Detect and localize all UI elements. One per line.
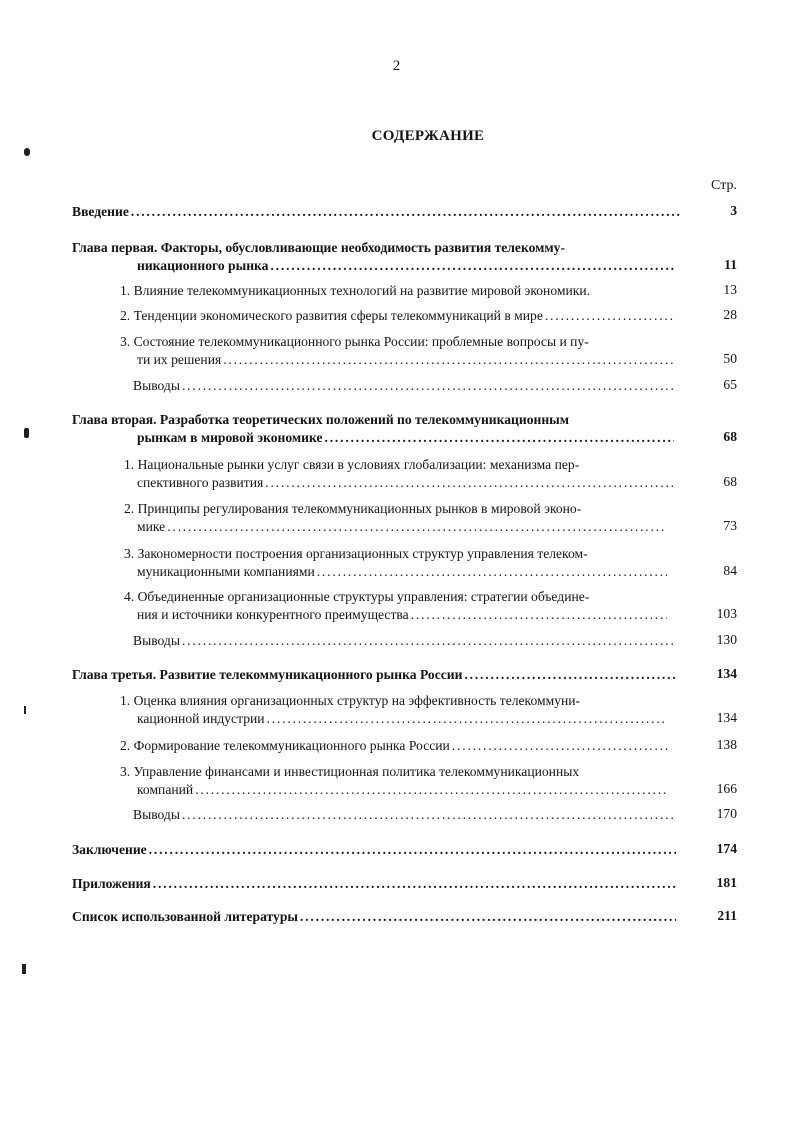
scan-mark (24, 148, 30, 156)
leader-dots (195, 781, 667, 799)
toc-item-label-cont: ти их решения (137, 352, 222, 367)
toc-chapter-2[interactable] (72, 411, 674, 429)
toc-chapter-3[interactable] (72, 666, 675, 684)
leader-dots (149, 841, 676, 859)
toc-item-label-cont: компаний (137, 782, 194, 797)
toc-chapter-1[interactable] (72, 239, 674, 257)
toc-chapter-1-cont[interactable] (137, 257, 674, 275)
page-column-header: Стр. (711, 178, 737, 193)
toc-line (72, 239, 674, 257)
leader-dots (182, 632, 674, 650)
scan-mark (24, 706, 26, 714)
toc-item-2-2-cont[interactable] (137, 518, 667, 536)
toc-item-label: 3. Закономерности построения организационных структур управления телеком- (124, 546, 588, 561)
toc-item-3-1-cont[interactable] (137, 710, 666, 728)
toc-entry-conclusion[interactable] (72, 841, 676, 859)
toc-entry-label: Введение (72, 204, 129, 219)
toc-page-ch1: 11 (724, 257, 737, 272)
toc-item-label-cont: мике (137, 519, 166, 534)
leader-dots (182, 806, 675, 824)
toc-page-2-3: 84 (723, 563, 737, 578)
toc-page-1-3: 50 (723, 351, 737, 366)
toc-item-label-cont: спективного развития (137, 475, 264, 490)
toc-chapter-2-cont[interactable] (137, 429, 674, 447)
toc-item-label: 1. Влияние телекоммуникационных технологий на развитие мировой экономики. (120, 283, 591, 298)
page-title: СОДЕРЖАНИЕ (371, 128, 485, 144)
toc-page-3-conclusions: 170 (716, 806, 737, 821)
toc-chapter-title: Глава третья. Развитие телекоммуникационного рынка России (72, 667, 463, 682)
toc-item-label: 3. Состояние телекоммуникационного рынка России: проблемные вопросы и пу- (120, 334, 589, 349)
leader-dots (325, 429, 674, 447)
toc-entry-label: Приложения (72, 876, 151, 891)
toc-page-1-conclusions: 65 (723, 377, 737, 392)
toc-item-label-cont: ния и источники конкурентного преимущества (137, 607, 409, 622)
toc-page-conclusion: 174 (716, 841, 737, 856)
scan-mark (24, 428, 29, 438)
toc-page-appendix: 181 (716, 875, 737, 890)
toc-item-label: 3. Управление финансами и инвестиционная политика телекоммуникационных (120, 764, 580, 779)
leader-dots (452, 737, 670, 755)
toc-page-3-1: 134 (716, 710, 737, 725)
toc-item-1-3[interactable] (120, 333, 675, 351)
toc-item-1-conclusions[interactable] (133, 377, 675, 395)
toc-entry-intro[interactable] (72, 203, 682, 221)
toc-page-ch3: 134 (716, 666, 737, 681)
toc-entry-references[interactable] (72, 908, 676, 926)
toc-page-1-2: 28 (723, 307, 737, 322)
toc-item-label-cont: муникационными компаниями (137, 564, 315, 579)
toc-page-references: 211 (717, 908, 737, 923)
toc-item-2-1-cont[interactable] (137, 474, 674, 492)
toc-item-label: 4. Объединенные организационные структуры управления: стратегии объедине- (124, 589, 590, 604)
leader-dots (182, 377, 675, 395)
toc-entry-label: Заключение (72, 842, 147, 857)
toc-page-2-2: 73 (723, 518, 737, 533)
toc-entry-appendix[interactable] (72, 875, 676, 893)
toc-item-label: 2. Тенденции экономического развития сферы телекоммуникаций в мире (120, 308, 543, 323)
leader-dots (153, 875, 676, 893)
toc-item-3-conclusions[interactable] (133, 806, 675, 824)
toc-page-1-1: 13 (723, 282, 737, 297)
toc-item-2-3[interactable] (124, 545, 674, 563)
toc-page-2-1: 68 (723, 474, 737, 489)
leader-dots (317, 563, 667, 581)
toc-item-2-2[interactable] (124, 500, 674, 518)
toc-item-label: Выводы (133, 378, 180, 393)
toc-item-3-3-cont[interactable] (137, 781, 667, 799)
toc-item-1-2[interactable] (120, 307, 675, 325)
toc-item-2-3-cont[interactable] (137, 563, 667, 581)
leader-dots (464, 666, 675, 684)
toc-item-label: Выводы (133, 807, 180, 822)
toc-chapter-title-cont: рынкам в мировой экономике (137, 430, 323, 445)
scan-mark (22, 964, 26, 974)
toc-page-intro: 3 (730, 203, 737, 218)
leader-dots (267, 710, 666, 728)
leader-dots (545, 307, 675, 325)
toc-page-3-3: 166 (716, 781, 737, 796)
toc-item-2-1[interactable] (124, 456, 674, 474)
leader-dots (300, 908, 676, 926)
page-number: 2 (392, 58, 401, 74)
toc-page-2-4: 103 (716, 606, 737, 621)
toc-item-label: 1. Оценка влияния организационных структур на эффективность телекоммуни- (120, 693, 581, 708)
toc-item-2-conclusions[interactable] (133, 632, 674, 650)
toc-item-label: Выводы (133, 633, 180, 648)
toc-item-label: 2. Формирование телекоммуникационного рынка России (120, 738, 450, 753)
leader-dots (223, 351, 675, 369)
leader-dots (411, 606, 667, 624)
toc-item-label-cont: кационной индустрии (137, 711, 265, 726)
toc-item-2-4[interactable] (124, 588, 674, 606)
leader-dots (265, 474, 674, 492)
toc-chapter-title: Глава вторая. Разработка теоретических положений по телекоммуникационным (72, 412, 570, 427)
toc-page-3-2: 138 (716, 737, 737, 752)
toc-item-1-1[interactable] (120, 282, 675, 300)
toc-entry-label: Список использованной литературы (72, 909, 298, 924)
toc-item-3-1[interactable] (120, 692, 674, 710)
toc-item-2-4-cont[interactable] (137, 606, 667, 624)
toc-item-1-3-cont[interactable] (137, 351, 675, 369)
toc-page-ch2: 68 (723, 429, 737, 444)
leader-dots (270, 257, 674, 275)
leader-dots (167, 518, 667, 536)
leader-dots (131, 203, 682, 221)
toc-chapter-title-cont: никационного рынка (137, 258, 269, 273)
toc-item-3-2[interactable] (120, 737, 670, 755)
toc-item-3-3[interactable] (120, 763, 674, 781)
toc-item-label: 2. Принципы регулирования телекоммуникационных рынков в мировой эконо- (124, 501, 582, 516)
toc-chapter-title: Глава первая. Факторы, обусловливающие необходимость развития телекомму- (72, 240, 565, 255)
toc-item-label: 1. Национальные рынки услуг связи в условиях глобализации: механизма пер- (124, 457, 580, 472)
toc-page-2-conclusions: 130 (716, 632, 737, 647)
